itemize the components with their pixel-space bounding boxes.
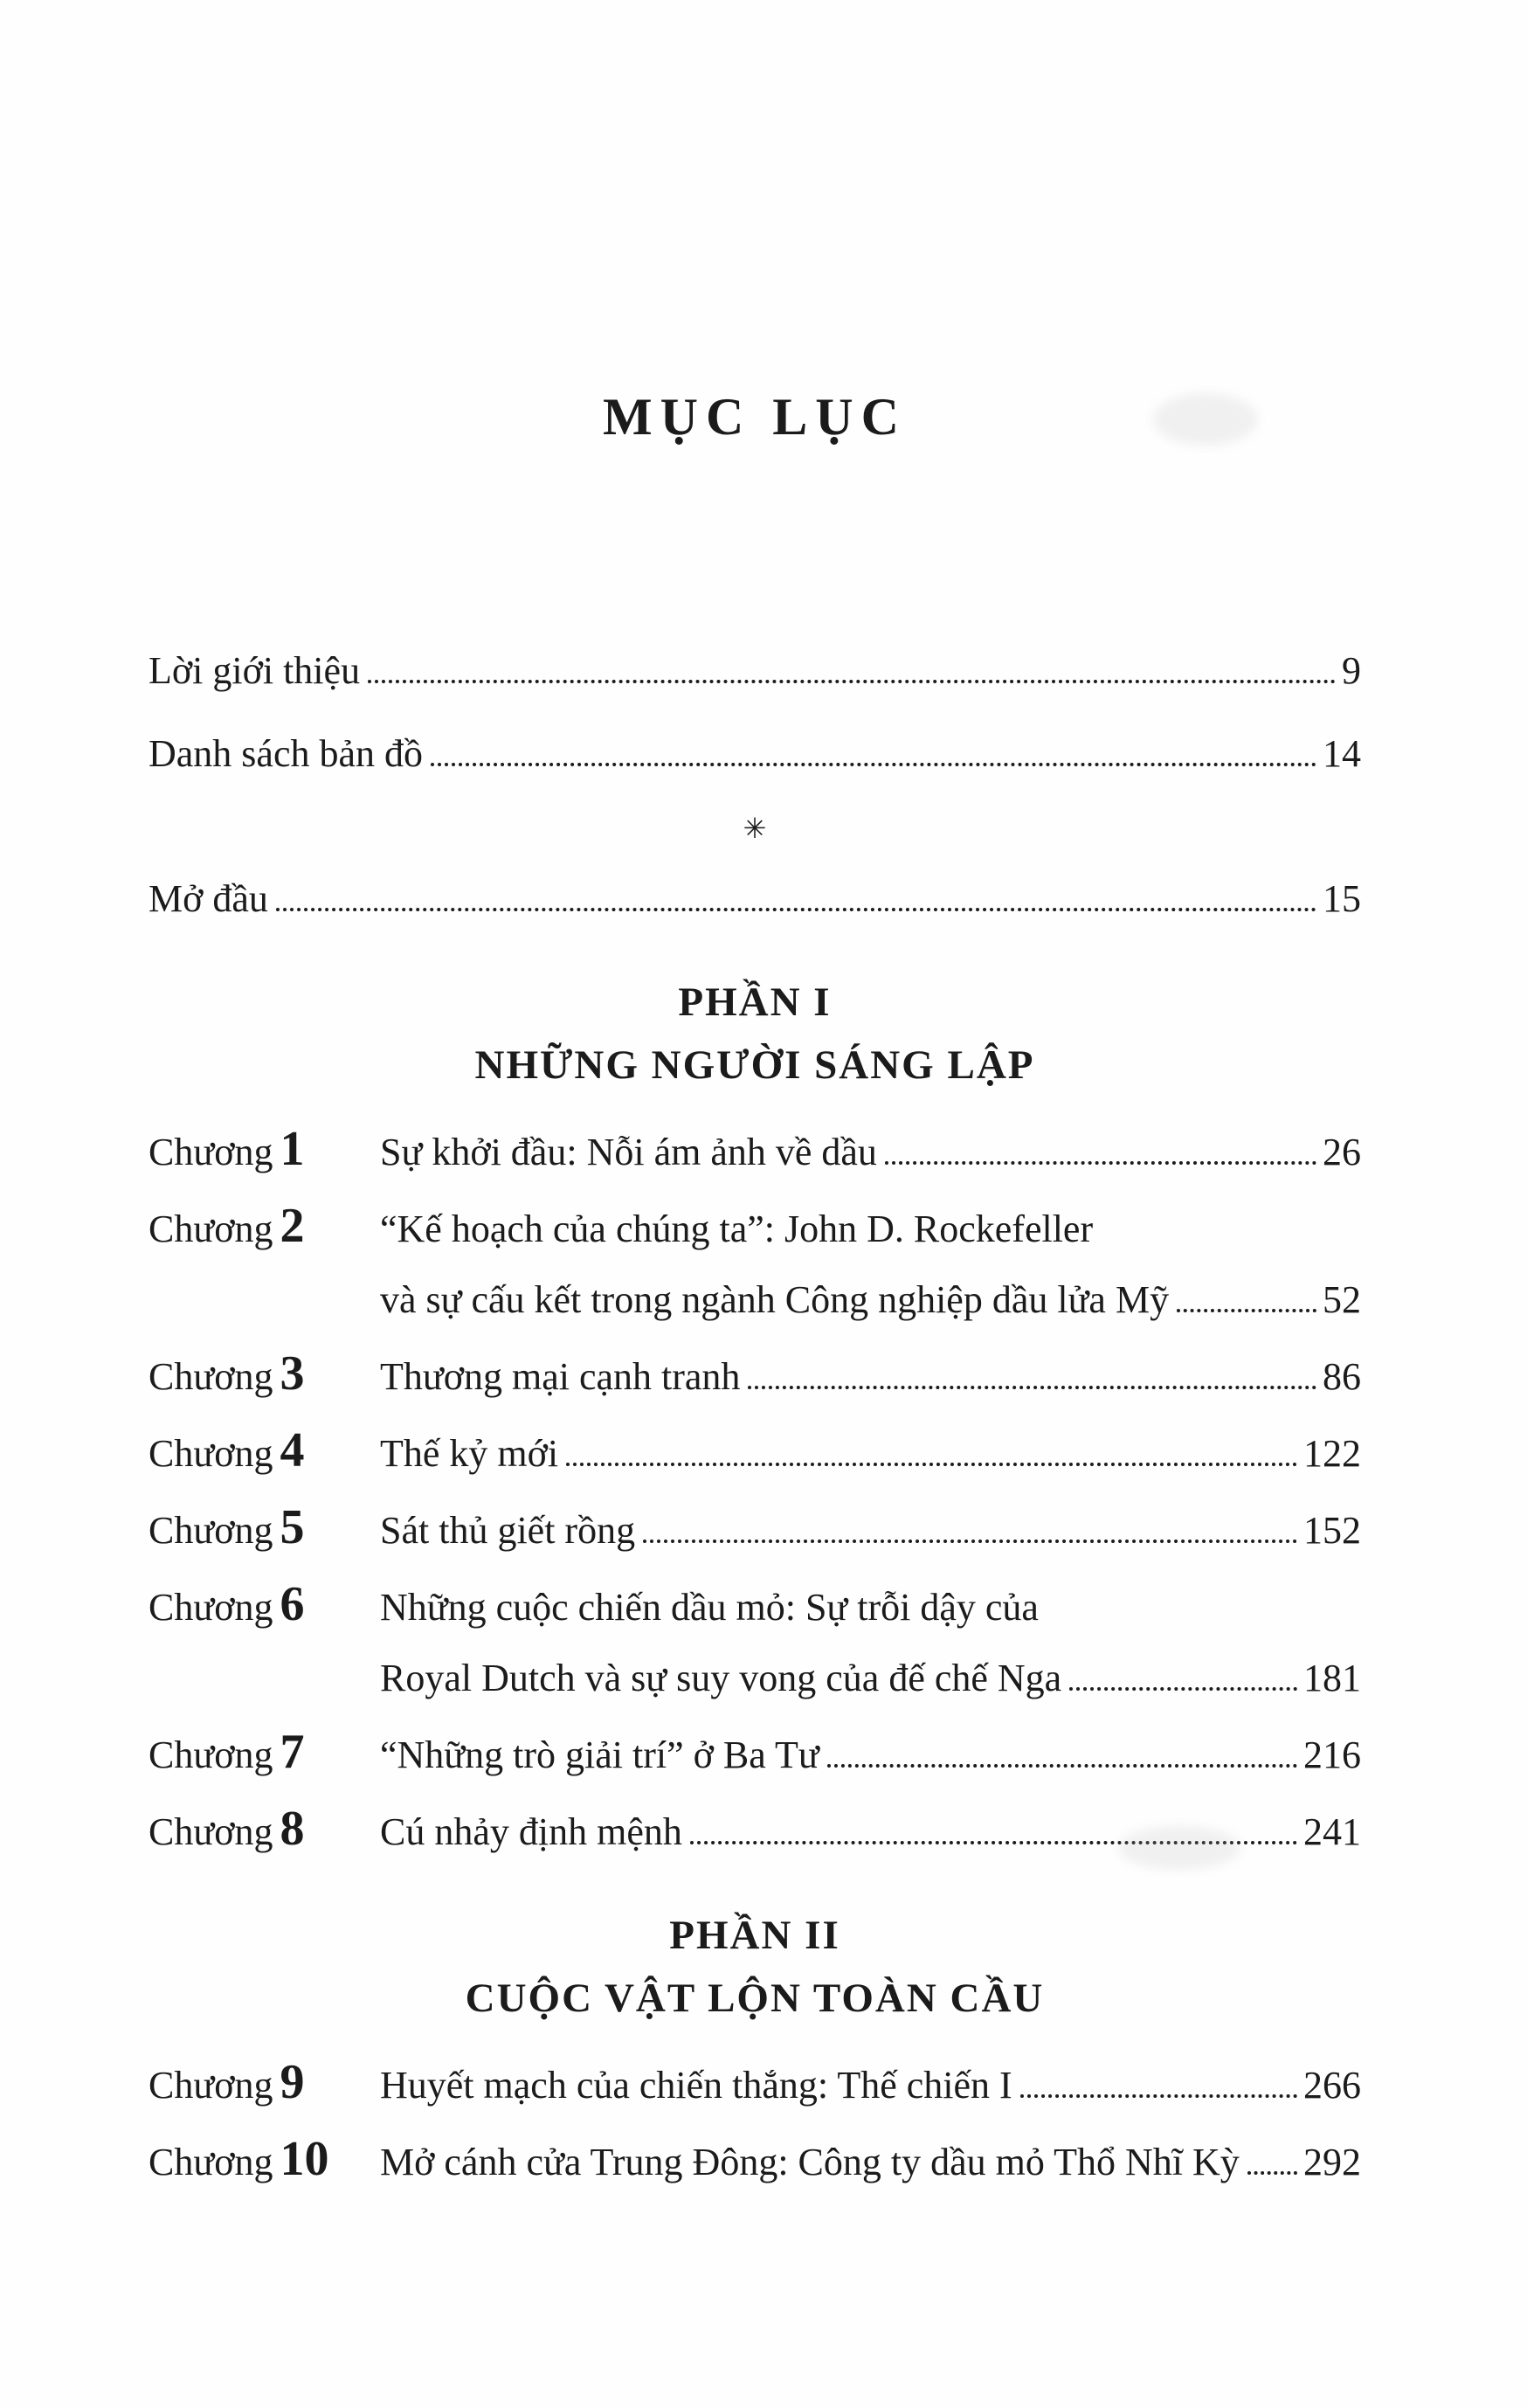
page-number: 122	[1303, 1432, 1361, 1475]
chapter-number: 7	[280, 1725, 305, 1779]
page-number: 292	[1303, 2141, 1361, 2183]
chapter-number: 4	[280, 1423, 305, 1477]
chapter-title: Sự khởi đầu: Nỗi ám ảnh về dầu	[380, 1131, 877, 1173]
chapter-body	[380, 1128, 1361, 1176]
chapter-body	[380, 1429, 1361, 1477]
dot-leader	[643, 1540, 1297, 1543]
dot-leader	[368, 680, 1336, 683]
dot-leader	[885, 1161, 1316, 1165]
chapter-word: Chương	[149, 1432, 273, 1475]
dot-leader	[1247, 2171, 1297, 2175]
toc-content	[149, 384, 1361, 2186]
page-number: 181	[1303, 1657, 1361, 1699]
front-matter-section	[149, 647, 1361, 923]
chapter-label	[149, 1122, 380, 1176]
part-2-subheading: CUỘC VẬT LỘN TOÀN CẦU	[465, 1976, 1045, 2021]
chapter-word: Chương	[149, 1131, 273, 1173]
chapter-word: Chương	[149, 2064, 273, 2107]
part-1-subheading: NHỮNG NGƯỜI SÁNG LẬP	[474, 1042, 1035, 1088]
entry-title: Mở đầu	[149, 877, 268, 920]
chapter-number: 6	[280, 1577, 305, 1631]
chapter-number: 1	[280, 1122, 305, 1176]
toc-entry-mo-dau	[149, 875, 1361, 923]
dot-leader	[1069, 1687, 1297, 1691]
page-title: MỤC LỤC	[603, 388, 907, 446]
chapter-body	[380, 1506, 1361, 1554]
chapter-title-line2: và sự cấu kết trong ngành Công nghiệp dầu lửa Mỹ	[380, 1278, 1170, 1321]
toc-chapter-7	[149, 1725, 1361, 1779]
page-number: 152	[1303, 1509, 1361, 1552]
part-2-heading: PHẦN II	[669, 1913, 840, 1958]
chapter-number: 10	[280, 2132, 329, 2186]
dot-leader	[1020, 2094, 1297, 2098]
chapter-body	[380, 1583, 1361, 1702]
chapter-word: Chương	[149, 1355, 273, 1398]
dot-leader	[827, 1764, 1297, 1768]
chapter-body	[380, 1205, 1361, 1324]
toc-chapter-5	[149, 1500, 1361, 1554]
dot-leader	[276, 908, 1316, 911]
page-number: 266	[1303, 2064, 1361, 2107]
chapter-body	[380, 1731, 1361, 1779]
chapter-body	[380, 1353, 1361, 1401]
chapter-number: 5	[280, 1500, 305, 1554]
toc-chapter-10	[149, 2132, 1361, 2186]
page-number: 86	[1323, 1355, 1361, 1398]
chapter-title: Thương mại cạnh tranh	[380, 1355, 741, 1398]
chapter-title: Thế kỷ mới	[380, 1432, 559, 1475]
chapter-word: Chương	[149, 1207, 273, 1250]
toc-entry-loi-gioi-thieu	[149, 647, 1361, 695]
page-number: 15	[1323, 877, 1361, 920]
dot-leader	[748, 1386, 1316, 1389]
chapter-label	[149, 1802, 380, 1856]
scan-smudge	[1118, 1826, 1240, 1870]
entry-title: Danh sách bản đồ	[149, 732, 424, 775]
chapter-title-line1: “Kế hoạch của chúng ta”: John D. Rockefeller	[380, 1207, 1094, 1250]
chapter-label	[149, 1423, 380, 1477]
dot-leader	[431, 763, 1316, 766]
toc-chapter-3	[149, 1346, 1361, 1401]
chapter-number: 9	[280, 2055, 305, 2109]
chapter-title: “Những trò giải trí” ở Ba Tư	[380, 1733, 819, 1776]
toc-chapter-1	[149, 1122, 1361, 1176]
chapter-word: Chương	[149, 2141, 273, 2183]
part-1-chapters	[149, 1122, 1361, 1856]
page-number: 52	[1323, 1278, 1361, 1321]
scan-smudge	[1153, 393, 1258, 446]
page-number: 9	[1342, 649, 1361, 692]
toc-chapter-2	[149, 1199, 1361, 1324]
chapter-body	[380, 2138, 1361, 2186]
chapter-word: Chương	[149, 1586, 273, 1629]
part-1-heading: PHẦN I	[678, 979, 832, 1025]
chapter-word: Chương	[149, 1509, 273, 1552]
part-2-chapters	[149, 2055, 1361, 2186]
chapter-word: Chương	[149, 1733, 273, 1776]
chapter-number: 2	[280, 1199, 305, 1253]
toc-chapter-4	[149, 1423, 1361, 1477]
toc-entry-danh-sach-ban-do	[149, 730, 1361, 778]
chapter-label	[149, 2055, 380, 2109]
chapter-number: 8	[280, 1802, 305, 1856]
section-separator-star: ✳	[743, 812, 767, 845]
page-number: 26	[1323, 1131, 1361, 1173]
chapter-word: Chương	[149, 1810, 273, 1853]
dot-leader	[566, 1463, 1297, 1466]
page-number: 216	[1303, 1733, 1361, 1776]
chapter-label	[149, 1725, 380, 1779]
chapter-label	[149, 1199, 380, 1253]
dot-leader	[1177, 1309, 1316, 1312]
page-number: 241	[1303, 1810, 1361, 1853]
page-number: 14	[1323, 732, 1361, 775]
chapter-label	[149, 1500, 380, 1554]
chapter-title: Mở cánh cửa Trung Đông: Công ty dầu mỏ Thổ Nhĩ Kỳ	[380, 2141, 1240, 2183]
chapter-title-line2: Royal Dutch và sự suy vong của đế chế Nga	[380, 1657, 1062, 1699]
chapter-number: 3	[280, 1346, 305, 1401]
entry-title: Lời giới thiệu	[149, 649, 361, 692]
chapter-label	[149, 2132, 380, 2186]
chapter-label	[149, 1346, 380, 1401]
chapter-title: Cú nhảy định mệnh	[380, 1810, 682, 1853]
chapter-title: Huyết mạch của chiến thắng: Thế chiến I	[380, 2064, 1012, 2107]
chapter-body	[380, 2061, 1361, 2109]
toc-chapter-9	[149, 2055, 1361, 2109]
chapter-label	[149, 1577, 380, 1631]
chapter-title-line1: Những cuộc chiến dầu mỏ: Sự trỗi dậy của	[380, 1586, 1039, 1629]
chapter-title: Sát thủ giết rồng	[380, 1509, 636, 1552]
toc-chapter-6	[149, 1577, 1361, 1702]
